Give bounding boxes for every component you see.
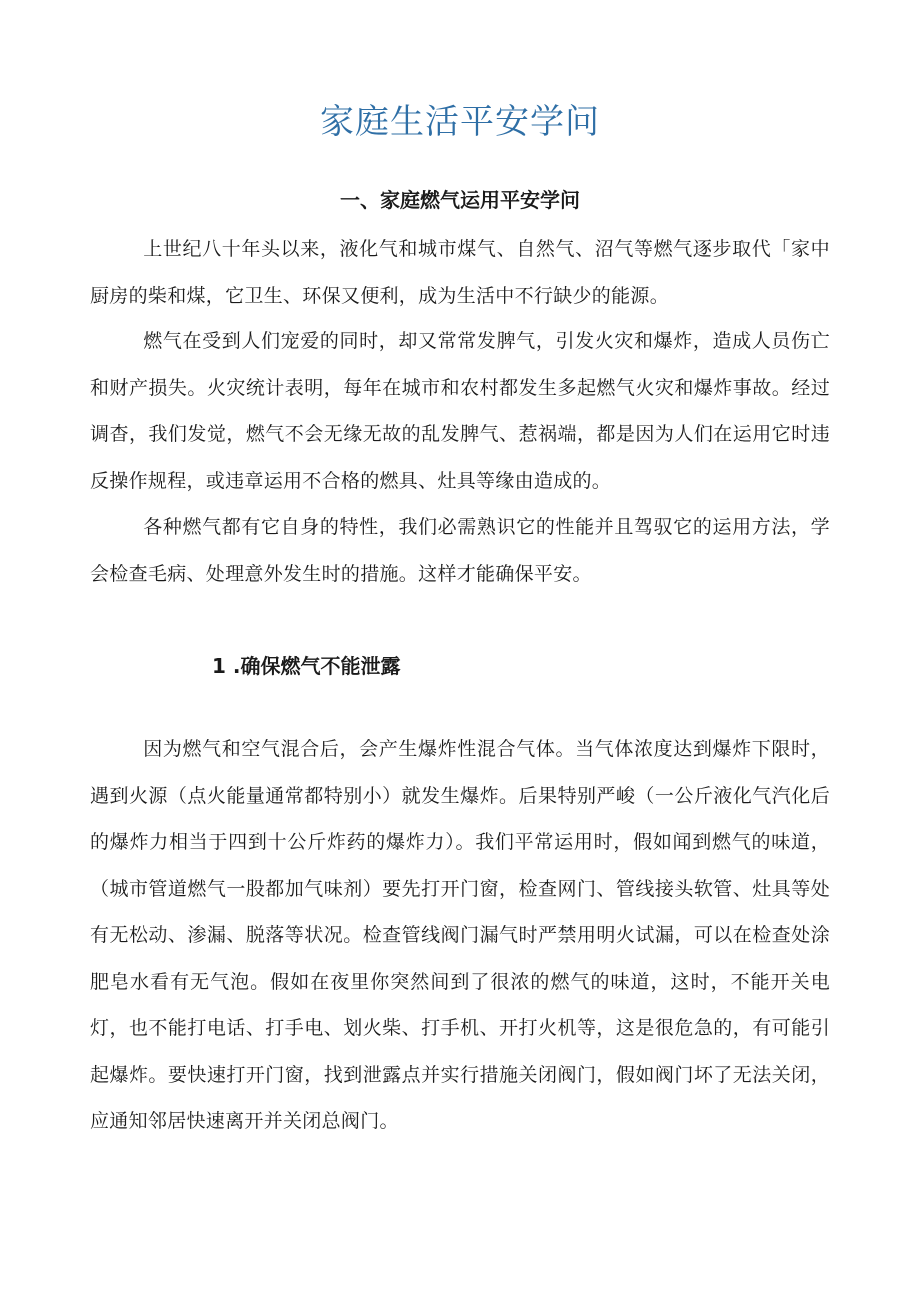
sub-heading-leak: 1 .确保燃气不能泄露 (212, 654, 401, 678)
intro-paragraph-3: 各种燃气都有它自身的特性，我们必需熟识它的性能并且驾驭它的运用方法，学会检查毛病、处理意外发生时的措施。这样才能确保平安。 (90, 516, 830, 585)
leak-paragraph: 因为燃气和空气混合后，会产生爆炸性混合气体。当气体浓度达到爆炸下限时，遇到火源（点火能量通常都特别小）就发生爆炸。后果特别严峻（一公斤液化气汽化后的爆炸力相当于四到十公斤炸药的爆炸力）。我们平常运用时，假如闻到燃气的味道，（城市管道燃气一股都加气味剂）要先打开门窗，检查网门、管线接头软管、灶具等处有无松动、渗漏、脱落等状况。检查管线阀门漏气时严禁用明火试漏，可以在检查处涂肥皂水看有无气泡。假如在夜里你突然间到了很浓的燃气的味道，这时，不能开关电灯，也不能打电话、打手电、划火柴、打手机、开打火机等，这是很危急的，有可能引起爆炸。要快速打开门窗，找到泄露点并实行措施关闭阀门，假如阀门坏了无法关闭，应通知邻居快速离开并关闭总阀门。 (90, 738, 830, 1132)
intro-paragraph-2: 燃气在受到人们宠爱的同时，却又常常发脾气，引发火灾和爆炸，造成人员伤亡和财产损失。火灾统计表明，每年在城市和农村都发生多起燃气火灾和爆炸事故。经过调杳，我们发觉，燃气不会无缘无故的乱发脾气、惹祸端，都是因为人们在运用它时违反操作规程，或违章运用不合格的燃具、灶具等缘由造成的。 (90, 330, 830, 492)
section-heading: 一、家庭燃气运用平安学问 (340, 188, 580, 212)
document-title: 家庭生活平安学问 (320, 102, 600, 142)
intro-paragraph-1: 上世纪八十年头以来，液化气和城市煤气、自然气、沼气等燃气逐步取代「家中厨房的柴和煤，它卫生、环保又便利，成为生活中不行缺少的能源。 (90, 238, 830, 307)
